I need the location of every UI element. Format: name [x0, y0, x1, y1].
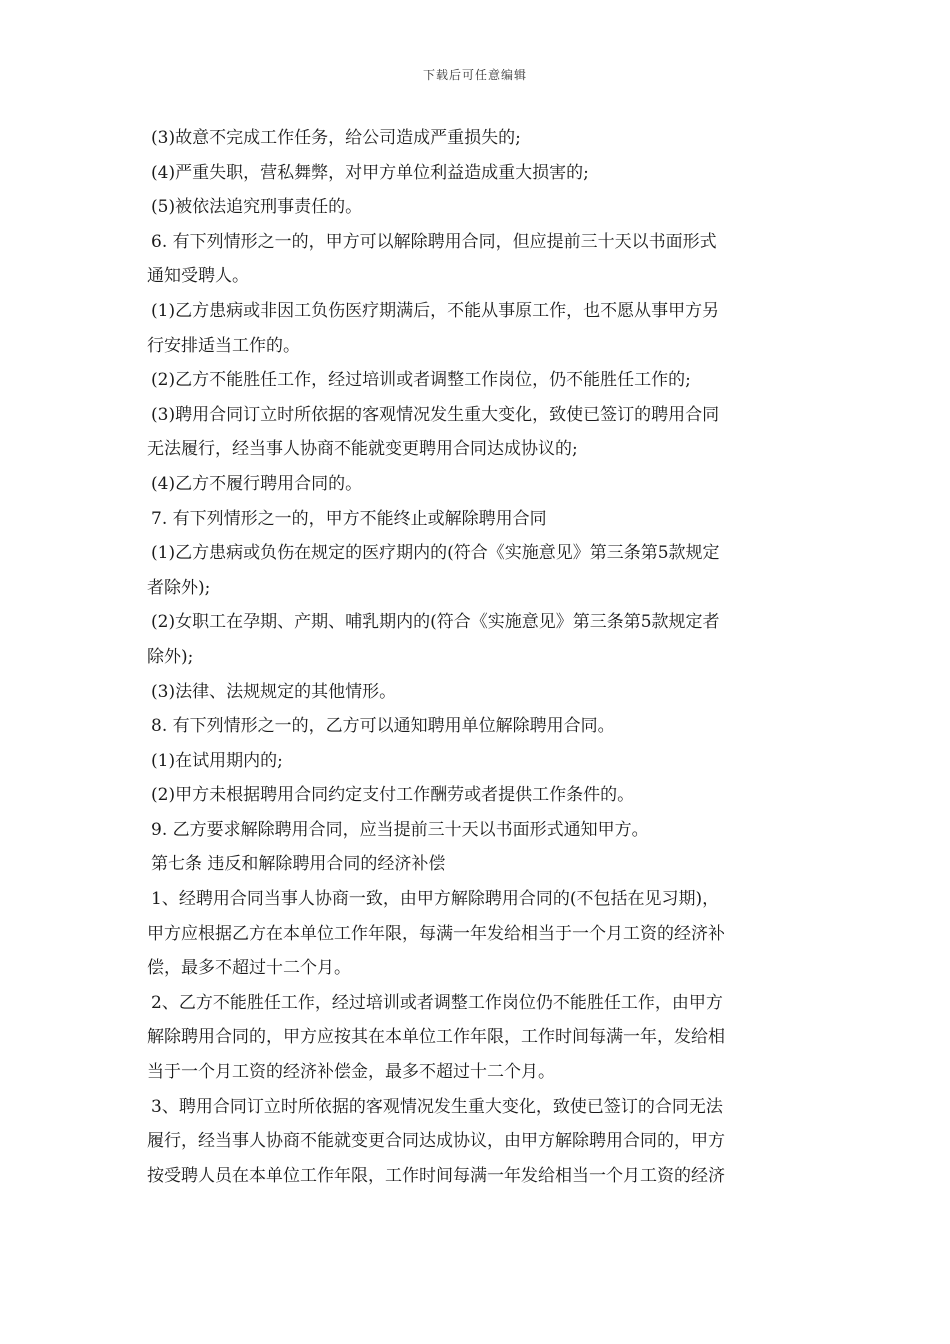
text-line: (2)甲方未根据聘用合同约定支付工作酬劳或者提供工作条件的。 [151, 785, 635, 806]
text-line: 9. 乙方要求解除聘用合同，应当提前三十天以书面形式通知甲方。 [151, 819, 649, 840]
text-line: 通知受聘人。 [147, 266, 249, 287]
text-line: 无法履行，经当事人协商不能就变更聘用合同达成协议的; [147, 439, 578, 460]
text-line: (3)聘用合同订立时所依据的客观情况发生重大变化，致使已签订的聘用合同 [151, 404, 720, 425]
text-line: 解除聘用合同的，甲方应按其在本单位工作年限，工作时间每满一年，发给相 [147, 1027, 725, 1048]
text-line: 者除外); [147, 577, 211, 598]
text-line: (1)乙方患病或负伤在规定的医疗期内的(符合《实施意见》第三条第5款规定 [151, 543, 720, 564]
text-line: (2)女职工在孕期、产期、哺乳期内的(符合《实施意见》第三条第5款规定者 [151, 612, 720, 633]
text-line: 履行，经当事人协商不能就变更合同达成协议，由甲方解除聘用合同的，甲方 [147, 1131, 725, 1152]
text-line: 甲方应根据乙方在本单位工作年限，每满一年发给相当于一个月工资的经济补 [147, 923, 725, 944]
text-line: 2、乙方不能胜任工作，经过培训或者调整工作岗位仍不能胜任工作，由甲方 [151, 992, 723, 1013]
text-line: (1)在试用期内的; [151, 750, 283, 771]
text-line: 按受聘人员在本单位工作年限，工作时间每满一年发给相当一个月工资的经济 [147, 1165, 725, 1186]
document-body [147, 121, 812, 1193]
text-line: 1、经聘用合同当事人协商一致，由甲方解除聘用合同的(不包括在见习期)， [151, 889, 720, 910]
text-line: (2)乙方不能胜任工作，经过培训或者调整工作岗位，仍不能胜任工作的; [151, 370, 691, 391]
text-line: 8. 有下列情形之一的，乙方可以通知聘用单位解除聘用合同。 [151, 716, 615, 737]
text-line: 行安排适当工作的。 [147, 335, 300, 356]
text-line: (1)乙方患病或非因工负伤医疗期满后，不能从事原工作，也不愿从事甲方另 [151, 300, 720, 321]
text-line: 除外); [147, 646, 194, 667]
text-line: 6. 有下列情形之一的，甲方可以解除聘用合同，但应提前三十天以书面形式 [151, 231, 717, 252]
text-line: 偿，最多不超过十二个月。 [147, 958, 351, 979]
text-line: (4)乙方不履行聘用合同的。 [151, 473, 363, 494]
text-line: 3、聘用合同订立时所依据的客观情况发生重大变化，致使已签订的合同无法 [151, 1096, 723, 1117]
page-header-note: 下载后可任意编辑 [422, 68, 527, 82]
text-line: (3)故意不完成工作任务，给公司造成严重损失的; [151, 128, 521, 148]
text-line: (5)被依法追究刑事责任的。 [151, 197, 363, 218]
text-line: (3)法律、法规规定的其他情形。 [151, 681, 397, 702]
section-heading: 第七条 违反和解除聘用合同的经济补偿 [151, 854, 446, 875]
text-line: (4)严重失职，营私舞弊，对甲方单位利益造成重大损害的; [151, 162, 589, 183]
text-line: 7. 有下列情形之一的，甲方不能终止或解除聘用合同 [151, 508, 547, 529]
text-line: 当于一个月工资的经济补偿金，最多不超过十二个月。 [147, 1062, 555, 1083]
